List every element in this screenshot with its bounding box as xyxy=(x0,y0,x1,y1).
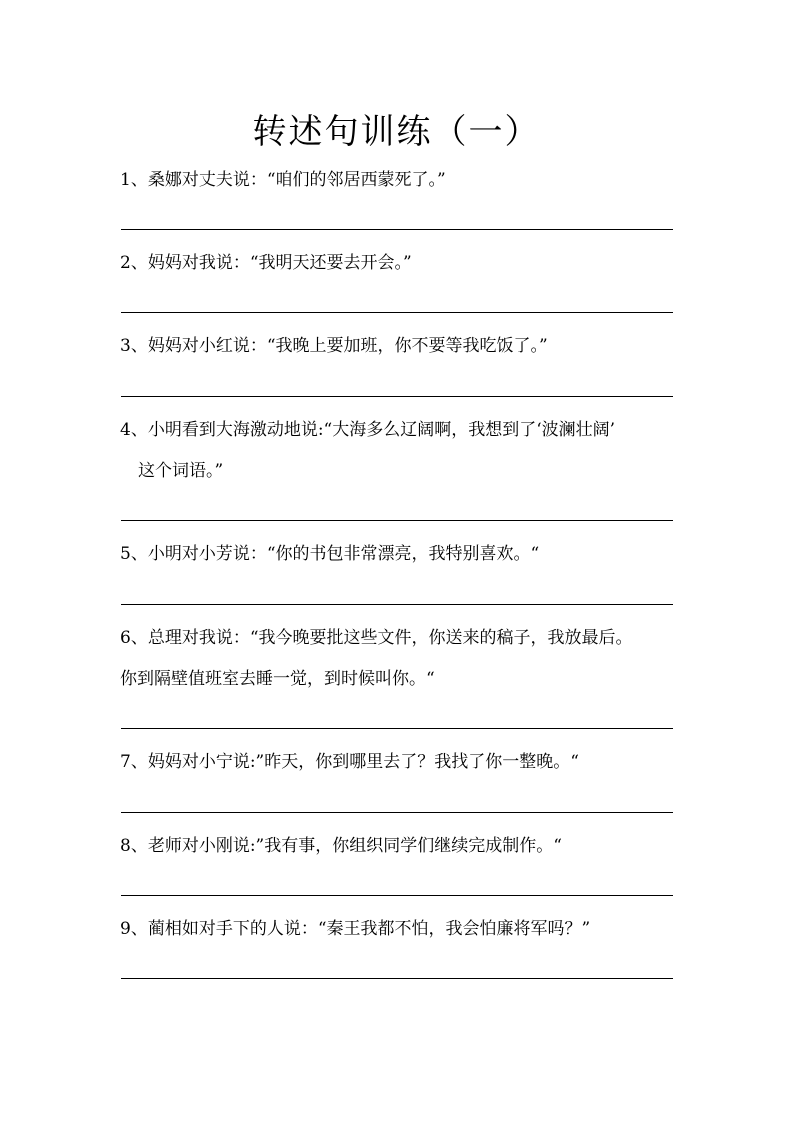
answer-line-6[interactable] xyxy=(121,728,673,729)
answer-line-9[interactable] xyxy=(121,978,673,979)
question-1: 1、桑娜对丈夫说：“咱们的邻居西蒙死了。” xyxy=(120,170,446,190)
answer-line-3[interactable] xyxy=(121,396,673,397)
question-2: 2、妈妈对我说：“我明天还要去开会。” xyxy=(120,253,412,273)
answer-line-7[interactable] xyxy=(121,812,673,813)
question-7: 7、妈妈对小宁说:”昨天，你到哪里去了？我找了你一整晚。“ xyxy=(120,752,579,772)
question-6-continuation: 你到隔壁值班室去睡一觉，到时候叫你。“ xyxy=(120,669,435,689)
question-8: 8、老师对小刚说:”我有事，你组织同学们继续完成制作。“ xyxy=(120,836,562,856)
question-5: 5、小明对小芳说：“你的书包非常漂亮，我特别喜欢。“ xyxy=(120,544,540,564)
answer-line-5[interactable] xyxy=(121,604,673,605)
question-4-continuation: 这个词语。” xyxy=(138,461,224,481)
answer-line-8[interactable] xyxy=(121,895,673,896)
answer-line-4[interactable] xyxy=(121,520,673,521)
answer-line-1[interactable] xyxy=(121,229,673,230)
question-9: 9、蔺相如对手下的人说：“秦王我都不怕，我会怕廉将军吗？” xyxy=(120,919,591,939)
answer-line-2[interactable] xyxy=(121,312,673,313)
question-3: 3、妈妈对小红说：“我晚上要加班，你不要等我吃饭了。” xyxy=(120,336,548,356)
question-4-line-1: 4、小明看到大海激动地说:“大海多么辽阔啊，我想到了‘波澜壮阔’ xyxy=(120,420,616,440)
question-4 xyxy=(120,418,680,442)
page-title: 转述句训练（一） xyxy=(252,112,541,152)
question-6: 6、总理对我说：“我今晚要批这些文件，你送来的稿子，我放最后。 xyxy=(120,628,633,648)
